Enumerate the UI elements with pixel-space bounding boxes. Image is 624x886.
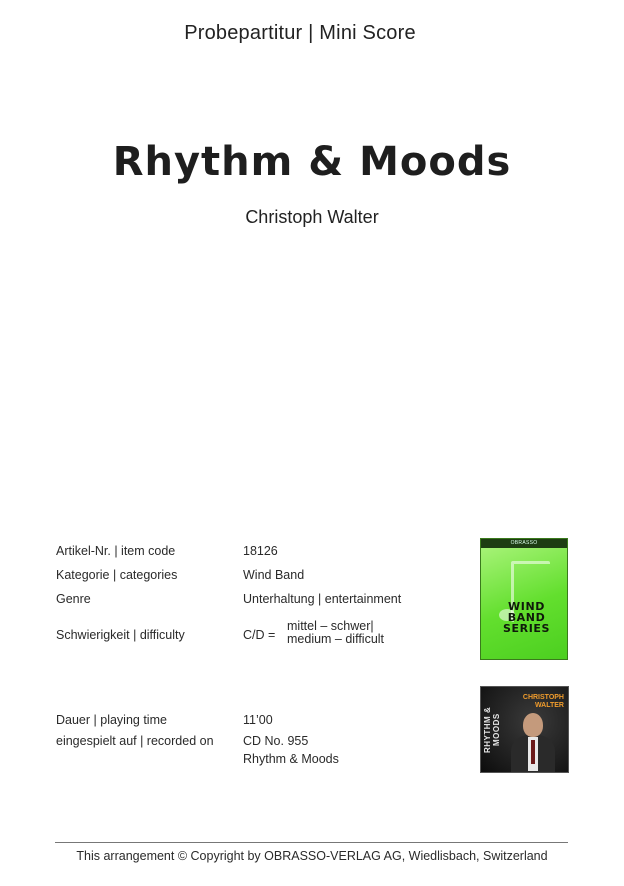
difficulty-label: Schwierigkeit | difficulty	[56, 628, 185, 642]
recorded-album: Rhythm & Moods	[243, 752, 339, 766]
work-title: Rhythm & Moods	[112, 139, 512, 185]
face-shape	[523, 713, 543, 737]
series-label	[503, 601, 550, 634]
conductor-photo	[511, 713, 555, 771]
cd-spine-title: RHYTHM & MOODS	[483, 706, 501, 754]
difficulty-words	[287, 620, 384, 646]
tie-shape	[531, 740, 535, 764]
cd-artist-name	[523, 694, 564, 710]
genre-value: Unterhaltung | entertainment	[243, 592, 402, 606]
genre-label: Genre	[56, 592, 91, 606]
recorded-label: eingespielt auf | recorded on	[56, 734, 214, 748]
cd-artist-line-1: CHRISTOPH	[522, 694, 564, 701]
series-text-1: WIND	[508, 600, 545, 613]
series-text-2: BAND	[507, 611, 546, 624]
cd-artist-line-2: WALTER	[534, 702, 564, 709]
categories-value: Wind Band	[243, 568, 305, 582]
playing-time-label: Dauer | playing time	[56, 713, 167, 727]
footer-divider	[55, 842, 568, 843]
difficulty-german: mittel – schwer|	[287, 619, 374, 633]
item-code-label: Artikel-Nr. | item code	[56, 544, 176, 558]
categories-label: Kategorie | categories	[56, 568, 178, 582]
publisher-band: OBRASSO	[481, 539, 567, 548]
mini-score-heading: Probepartitur | Mini Score	[184, 22, 416, 44]
series-text-3: SERIES	[503, 622, 551, 635]
difficulty-english: medium – difficult	[287, 632, 385, 646]
composer-name: Christoph Walter	[245, 207, 379, 227]
cd-cover	[480, 686, 569, 773]
difficulty-code: C/D =	[243, 628, 276, 642]
copyright-notice: This arrangement © Copyright by OBRASSO-VERLAG AG, Wiedlisbach, Switzerland	[76, 849, 548, 863]
item-code-value: 18126	[243, 544, 278, 558]
playing-time-value: 11’00	[243, 713, 273, 727]
wind-band-series-cover	[480, 538, 568, 660]
recorded-value: CD No. 955	[243, 734, 309, 748]
